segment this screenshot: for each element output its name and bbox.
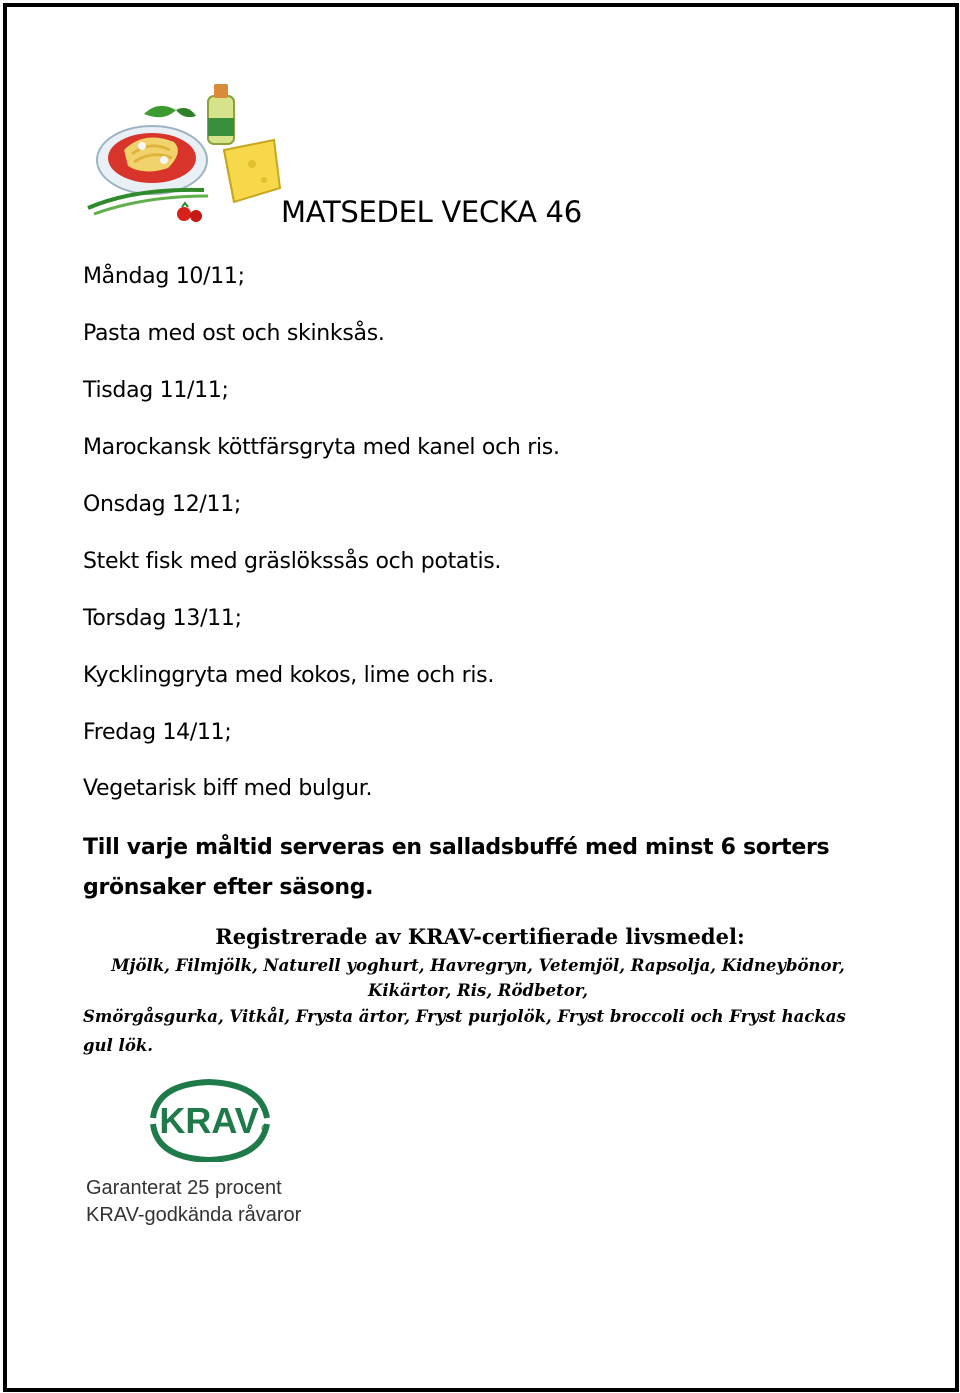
dish-tuesday: Marockansk köttfärsgryta med kanel och ris.	[83, 435, 560, 460]
krav-products-list	[83, 953, 873, 1060]
krav-products-line-2: Kikärtor, Ris, Rödbetor,	[368, 981, 588, 1000]
day-label-friday: Fredag 14/11;	[83, 720, 232, 745]
krav-guarantee-caption	[86, 1175, 301, 1229]
krav-logo-text: KRAV	[159, 1100, 259, 1141]
salad-buffet-note: Till varje måltid serveras en salladsbuffé med minst 6 sorters grönsaker efter säsong.	[83, 835, 830, 900]
krav-caption-line-2: KRAV-godkända råvaror	[86, 1204, 302, 1226]
dish-wednesday: Stekt fisk med gräslökssås och potatis.	[83, 549, 502, 574]
day-label-monday: Måndag 10/11;	[83, 264, 245, 289]
krav-logo-icon	[143, 1078, 273, 1162]
day-label-tuesday: Tisdag 11/11;	[83, 378, 229, 403]
page-title: MATSEDEL VECKA 46	[281, 195, 582, 229]
dish-monday: Pasta med ost och skinksås.	[83, 321, 385, 346]
krav-products-line-3: Smörgåsgurka, Vitkål, Frysta ärtor, Fryst purjolök, Fryst broccoli och Fryst hackas gul lök.	[83, 1007, 846, 1055]
day-label-wednesday: Onsdag 12/11;	[83, 492, 242, 517]
day-label-thursday: Torsdag 13/11;	[83, 606, 242, 631]
food-clipart-icon	[84, 80, 284, 230]
krav-products-line-1: Mjölk, Filmjölk, Naturell yoghurt, Havregryn, Vetemjöl, Rapsolja, Kidneybönor,	[111, 956, 845, 975]
dish-friday: Vegetarisk biff med bulgur.	[83, 776, 373, 801]
krav-caption-line-1: Garanterat 25 procent	[86, 1177, 282, 1199]
dish-thursday: Kycklinggryta med kokos, lime och ris.	[83, 663, 495, 688]
krav-heading: Registrerade av KRAV-certifierade livsmedel:	[215, 924, 745, 949]
